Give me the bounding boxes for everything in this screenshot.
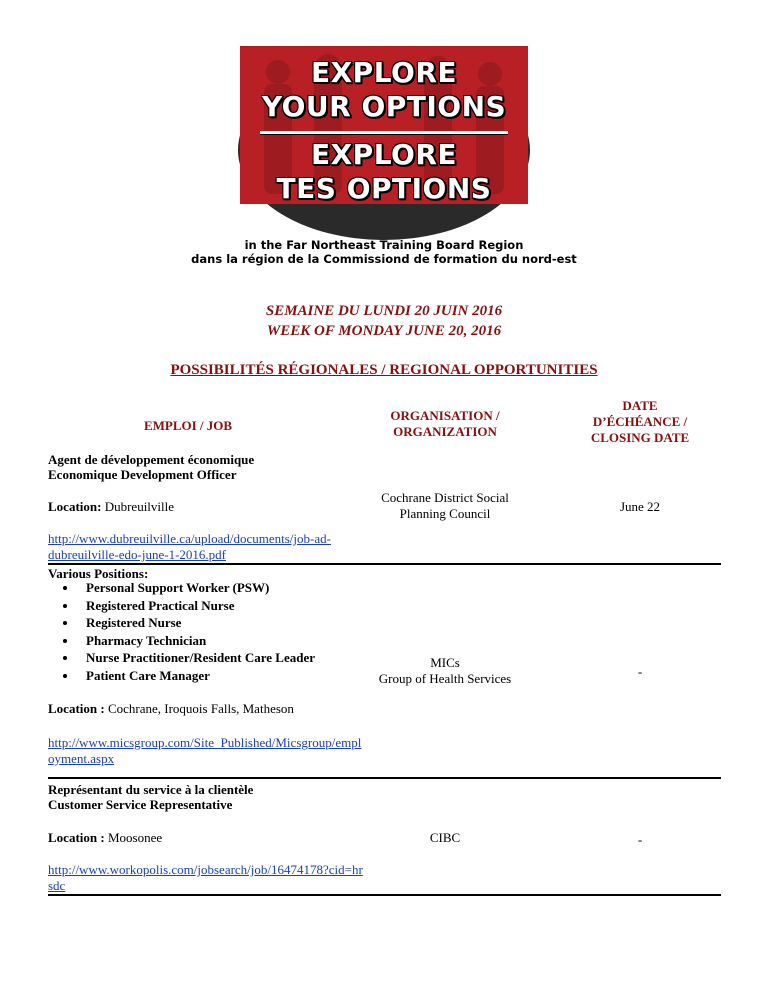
job-title-french: Agent de développement économique <box>48 452 255 467</box>
job-location <box>48 830 162 846</box>
region-french: dans la région de la Commissiond de formation du nord-est <box>191 252 577 266</box>
organization-line-2: Group of Health Services <box>378 671 512 686</box>
list-item: • Registered Practical Nurse <box>78 597 315 615</box>
job-link-line-2[interactable]: sdc <box>48 878 66 893</box>
job-title-english: Customer Service Representative <box>48 797 233 812</box>
job-link[interactable] <box>48 735 361 767</box>
organization: CIBC <box>429 830 461 845</box>
job-location <box>48 701 294 717</box>
header-org-line-1: ORGANISATION / <box>390 408 500 423</box>
logo-graphic <box>238 10 530 240</box>
organization-line-1: MICs <box>430 655 460 670</box>
location-value: Dubreuilville <box>104 499 175 514</box>
location-value: Cochrane, Iroquois Falls, Matheson <box>107 701 294 716</box>
job-title-english: Economique Development Officer <box>48 467 237 482</box>
location-label: Location : <box>48 830 105 845</box>
organization <box>372 490 518 522</box>
logo-line-2: YOUR OPTIONS <box>261 90 507 123</box>
section-title: POSSIBILITÉS RÉGIONALES / REGIONAL OPPORTUNITIES <box>170 362 598 378</box>
header-org-line-2: ORGANIZATION <box>393 424 497 439</box>
row-divider <box>48 777 721 779</box>
header-organization <box>372 408 518 440</box>
list-item: • Patient Care Manager <box>78 667 315 685</box>
job-link[interactable] <box>48 531 331 563</box>
header-date-line-3: CLOSING DATE <box>590 430 690 445</box>
organization <box>372 655 518 687</box>
header-date-line-1: DATE <box>622 398 658 413</box>
explore-your-options-logo <box>238 10 530 240</box>
job-link-line-2[interactable]: dubreuilville-edo-june-1-2016.pdf <box>48 547 226 562</box>
job-link[interactable] <box>48 862 363 894</box>
logo-line-1: EXPLORE <box>310 56 458 89</box>
region-english: in the Far Northeast Training Board Region <box>244 238 524 252</box>
week-heading-english: WEEK OF MONDAY JUNE 20, 2016 <box>266 323 502 339</box>
job-location <box>48 499 174 515</box>
job-title-french: Représentant du service à la clientèle <box>48 782 254 797</box>
job-link-line-2[interactable]: oyment.aspx <box>48 751 115 766</box>
organization-line-1: Cochrane District Social <box>381 490 509 505</box>
list-item: • Nurse Practitioner/Resident Care Leader <box>78 649 315 667</box>
list-item: • Registered Nurse <box>78 614 315 632</box>
location-label: Location : <box>48 701 105 716</box>
closing-date: - <box>637 832 643 847</box>
row-divider <box>48 563 721 565</box>
logo-line-3: EXPLORE <box>310 138 458 171</box>
logo-divider <box>260 131 508 134</box>
header-job: EMPLOI / JOB <box>143 418 233 433</box>
logo-line-4: TES OPTIONS <box>276 172 492 205</box>
job-link-line-1[interactable]: http://www.workopolis.com/jobsearch/job/16474178?cid=hr <box>48 862 363 877</box>
positions-list <box>60 579 315 684</box>
location-value: Moosonee <box>107 830 163 845</box>
week-heading-french: SEMAINE DU LUNDI 20 JUIN 2016 <box>265 303 503 319</box>
list-item: • Pharmacy Technician <box>78 632 315 650</box>
closing-date: June 22 <box>619 499 661 514</box>
job-link-line-1[interactable]: http://www.dubreuilville.ca/upload/documents/job-ad- <box>48 531 331 546</box>
header-date-line-2: D’ÉCHÉANCE / <box>592 414 688 429</box>
closing-date: - <box>637 664 643 679</box>
row-divider <box>48 894 721 896</box>
job-link-line-1[interactable]: http://www.micsgroup.com/Site_Published/Micsgroup/empl <box>48 735 362 750</box>
location-label: Location: <box>48 499 102 514</box>
header-closing-date <box>560 398 720 446</box>
list-item: • Personal Support Worker (PSW) <box>78 579 315 597</box>
job-title: Various Positions: <box>48 566 149 581</box>
organization-line-2: Planning Council <box>399 506 491 521</box>
